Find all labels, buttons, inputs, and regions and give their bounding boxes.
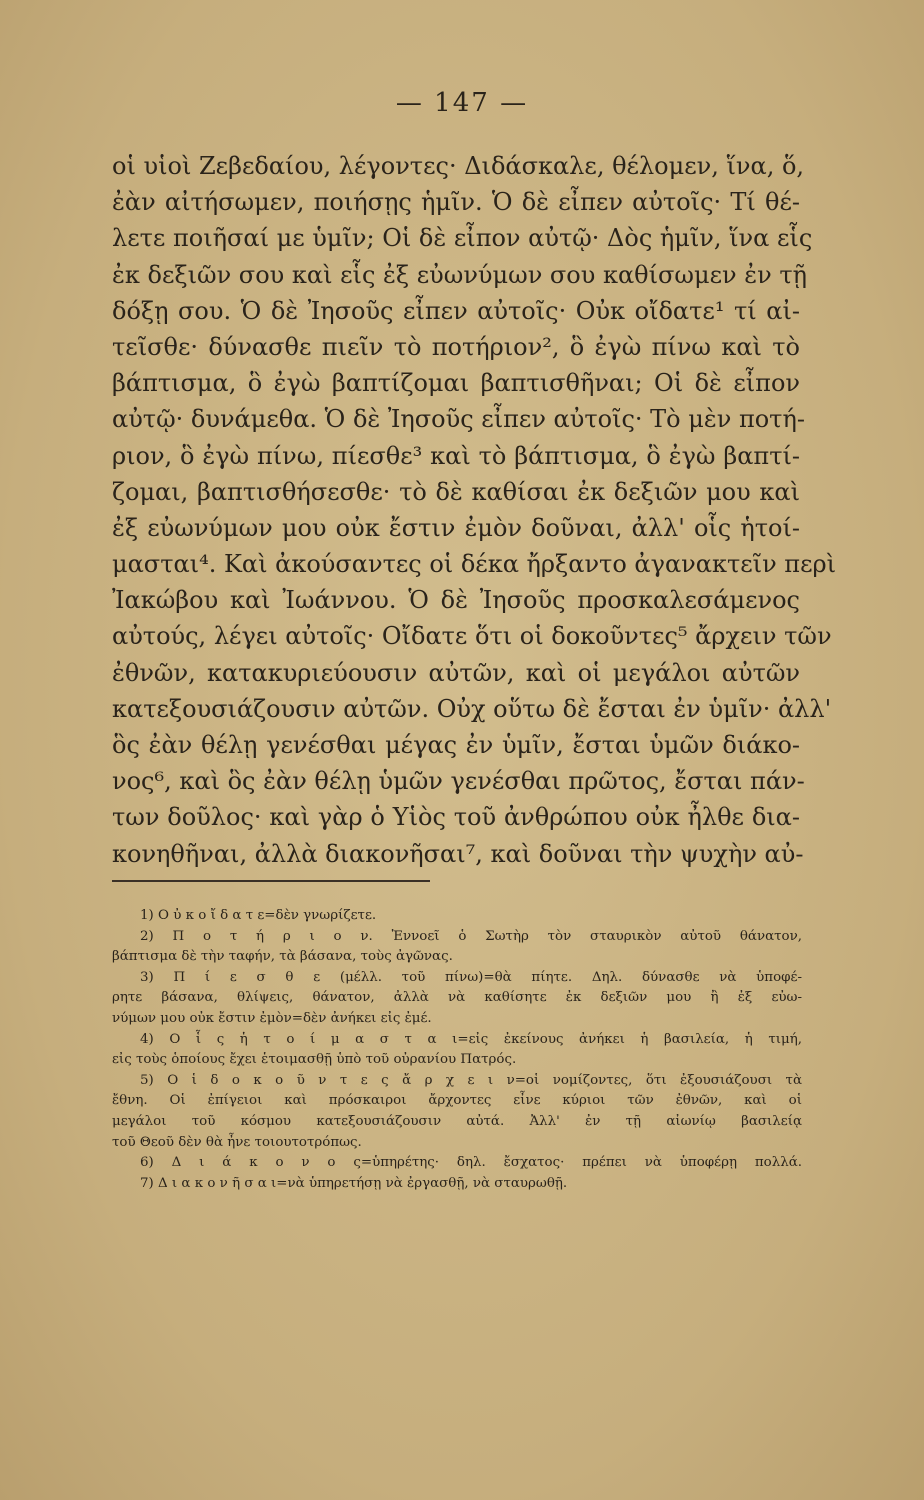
text-line: των δοῦλος· καὶ γὰρ ὁ Υἱὸς τοῦ ἀνθρώπου οὐκ ἦλθε δια- <box>112 803 800 832</box>
footnote-line: μεγάλοι τοῦ κόσμου κατεξουσιάζουσιν αὐτά. Ἀλλ' ἐν τῇ αἰωνίῳ βασιλείᾳ <box>112 1113 802 1129</box>
text-line: λετε ποιῆσαί με ὑμῖν; Οἱ δὲ εἶπον αὐτῷ· Δὸς ἡμῖν, ἵνα εἷς <box>112 224 813 253</box>
text-line: ἐκ δεξιῶν σου καὶ εἷς ἐξ εὐωνύμων σου καθίσωμεν ἐν τῇ <box>112 260 807 289</box>
footnote-line: 1) Ο ὐ κ ο ἴ δ α τ ε=δὲν γνωρίζετε. <box>140 908 377 923</box>
text-line: κονηθῆναι, ἀλλὰ διακονῆσαι⁷, καὶ δοῦναι τὴν ψυχὴν αὐ- <box>112 839 804 868</box>
page-number: — 147 — <box>395 88 529 118</box>
text-line: ζομαι, βαπτισθήσεσθε· τὸ δὲ καθίσαι ἐκ δεξιῶν μου καὶ <box>112 477 800 506</box>
footnote-line: ἔθνη. Οἱ ἐπίγειοι καὶ πρόσκαιροι ἄρχοντες εἶνε κύριοι τῶν ἐθνῶν, καὶ οἱ <box>112 1093 802 1109</box>
text-line: ἐθνῶν, κατακυριεύουσιν αὐτῶν, καὶ οἱ μεγάλοι αὐτῶν <box>112 658 800 687</box>
text-line: ἐξ εὐωνύμων μου οὐκ ἔστιν ἐμὸν δοῦναι, ἀλλ' οἷς ἡτοί- <box>112 513 800 542</box>
footnote-line: τοῦ Θεοῦ δὲν θὰ ἦνε τοιουτοτρόπως. <box>112 1134 362 1150</box>
text-line: οἱ υἱοὶ Ζεβεδαίου, λέγοντες· Διδάσκαλε, θέλομεν, ἵνα, ὅ, <box>112 152 805 180</box>
footnote-line: 6) Δ ι ά κ ο ν ο ς=ὑπηρέτης· δηλ. ἔσχατος· πρέπει νὰ ὑποφέρῃ πολλά. <box>140 1155 802 1171</box>
footnote-line: βάπτισμα δὲ τὴν ταφήν, τὰ βάσανα, τοὺς ἀγῶνας. <box>112 949 453 965</box>
text-line: μασται⁴. Καὶ ἀκούσαντες οἱ δέκα ἤρξαντο ἀγανακτεῖν περὶ <box>112 550 837 579</box>
text-line: Ἰακώβου καὶ Ἰωάννου. Ὁ δὲ Ἰησοῦς προσκαλεσάμενος <box>112 586 800 615</box>
footnote-line: νύμων μου οὐκ ἔστιν ἐμὸν=δὲν ἀνήκει εἰς ἐμέ. <box>112 1010 432 1026</box>
main-text <box>112 148 837 872</box>
footnote-line: 2) Π ο τ ή ρ ι ο ν. Ἐννοεῖ ὁ Σωτὴρ τὸν σταυρικὸν αὐτοῦ θάνατον, <box>140 928 802 944</box>
text-line: ἐὰν αἰτήσωμεν, ποιήσῃς ἡμῖν. Ὁ δὲ εἶπεν αὐτοῖς· Τί θέ- <box>112 188 800 217</box>
text-line: κατεξουσιάζουσιν αὐτῶν. Οὐχ οὕτω δὲ ἔσται ἐν ὑμῖν· ἀλλ' <box>112 694 832 723</box>
text-line: αὐτῷ· δυνάμεθα. Ὁ δὲ Ἰησοῦς εἶπεν αὐτοῖς· Τὸ μὲν ποτή- <box>112 405 805 434</box>
footnote-line: 3) Π ί ε σ θ ε (μέλλ. τοῦ πίνω)=θὰ πίητε. Δηλ. δύνασθε νὰ ὑποφέ- <box>140 969 802 985</box>
footnotes <box>112 906 802 1194</box>
footnote-line: ρητε βάσανα, θλίψεις, θάνατον, ἀλλὰ νὰ καθίσητε ἐκ δεξιῶν μου ἢ ἐξ εὐω- <box>112 990 802 1006</box>
footnote-line: 4) Ο ἷ ς ἡ τ ο ί μ α σ τ α ι=εἰς ἐκείνους ἀνήκει ἡ βασιλεία, ἡ τιμή, <box>140 1031 802 1047</box>
footnote-line: 5) Ο ἱ δ ο κ ο ῦ ν τ ε ς ἄ ρ χ ε ι ν=οἱ νομίζοντες, ὅτι ἐξουσιάζουσι τὰ <box>140 1072 802 1088</box>
text-line: δόξῃ σου. Ὁ δὲ Ἰησοῦς εἶπεν αὐτοῖς· Οὐκ οἴδατε¹ τί αἰ- <box>112 296 800 325</box>
text-line: τεῖσθε· δύνασθε πιεῖν τὸ ποτήριον², ὃ ἐγὼ πίνω καὶ τὸ <box>112 332 800 361</box>
footnote-line: 7) Δ ι α κ ο ν ῆ σ α ι=νὰ ὑπηρετήσῃ νὰ ἐργασθῇ, νὰ σταυρωθῇ. <box>140 1175 568 1191</box>
text-line: ριον, ὃ ἐγὼ πίνω, πίεσθε³ καὶ τὸ βάπτισμα, ὃ ἐγὼ βαπτί- <box>112 441 800 470</box>
text-line: αὐτούς, λέγει αὐτοῖς· Οἴδατε ὅτι οἱ δοκοῦντες⁵ ἄρχειν τῶν <box>112 622 832 651</box>
text-line: νος⁶, καὶ ὃς ἐὰν θέλῃ ὑμῶν γενέσθαι πρῶτος, ἔσται πάν- <box>112 767 805 796</box>
text-line: βάπτισμα, ὃ ἐγὼ βαπτίζομαι βαπτισθῆναι; Οἱ δὲ εἶπον <box>112 369 800 398</box>
footnote-line: εἰς τοὺς ὁποίους ἔχει ἑτοιμασθῇ ὑπὸ τοῦ οὐρανίου Πατρός. <box>112 1052 517 1068</box>
footnote-divider <box>112 880 430 882</box>
text-line: ὃς ἐὰν θέλῃ γενέσθαι μέγας ἐν ὑμῖν, ἔσται ὑμῶν διάκο- <box>112 731 800 759</box>
